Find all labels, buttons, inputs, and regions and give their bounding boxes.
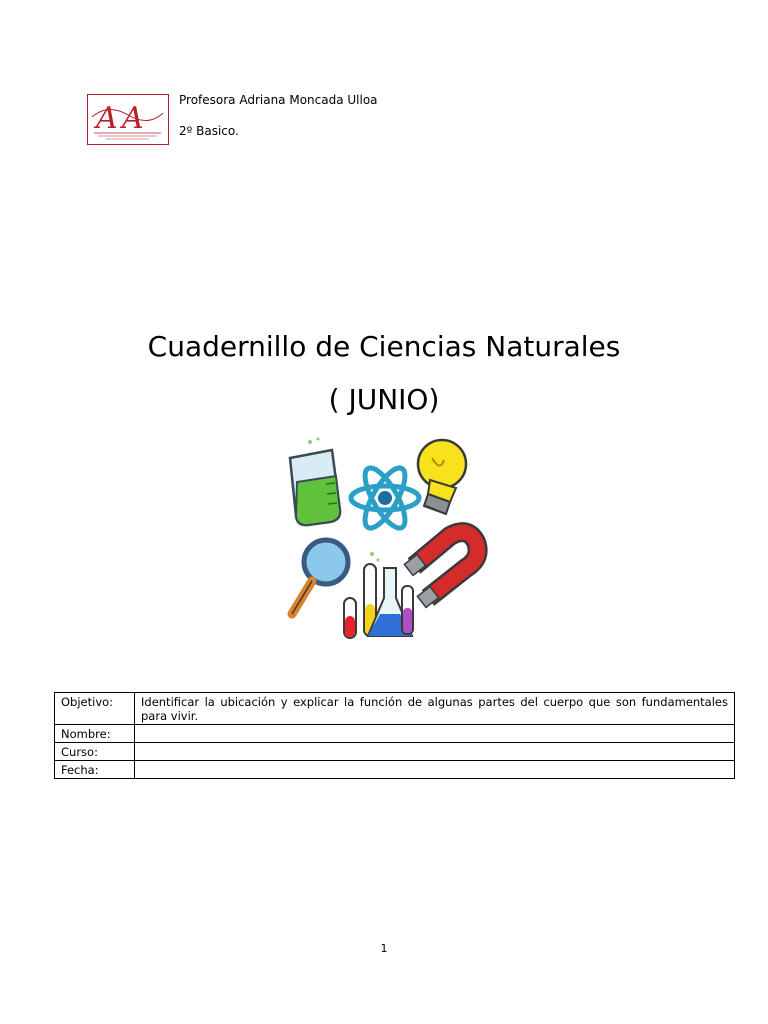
grade-level: 2º Basico. <box>179 124 239 138</box>
date-row <box>55 761 735 779</box>
date-label: Fecha: <box>55 761 135 779</box>
course-label: Curso: <box>55 743 135 761</box>
course-row <box>55 743 735 761</box>
name-row <box>55 725 735 743</box>
magnifying-glass-icon <box>292 540 348 614</box>
page-number: 1 <box>380 942 388 955</box>
teacher-name: Profesora Adriana Moncada Ulloa <box>179 93 378 107</box>
objective-value: Identificar la ubicación y explicar la función de algunas partes del cuerpo que son fundamentales para vivir. <box>135 693 735 725</box>
school-logo <box>87 94 169 145</box>
objective-label: Objetivo: <box>55 693 135 725</box>
course-field[interactable] <box>135 743 735 761</box>
logo-letter-a1: A <box>96 101 118 136</box>
atom-icon <box>351 463 419 534</box>
name-field[interactable] <box>135 725 735 743</box>
objective-row <box>55 693 735 725</box>
light-bulb-icon <box>418 440 466 514</box>
logo-letter-a2: A <box>122 101 144 136</box>
test-tubes-icon <box>344 552 413 638</box>
beaker-icon <box>290 438 340 526</box>
document-title: Cuadernillo de Ciencias Naturales <box>147 330 621 363</box>
student-info-table <box>54 692 735 779</box>
name-label: Nombre: <box>55 725 135 743</box>
document-subtitle: ( JUNIO) <box>328 383 440 416</box>
science-clipart <box>280 436 490 648</box>
date-field[interactable] <box>135 761 735 779</box>
magnet-icon <box>404 532 477 607</box>
